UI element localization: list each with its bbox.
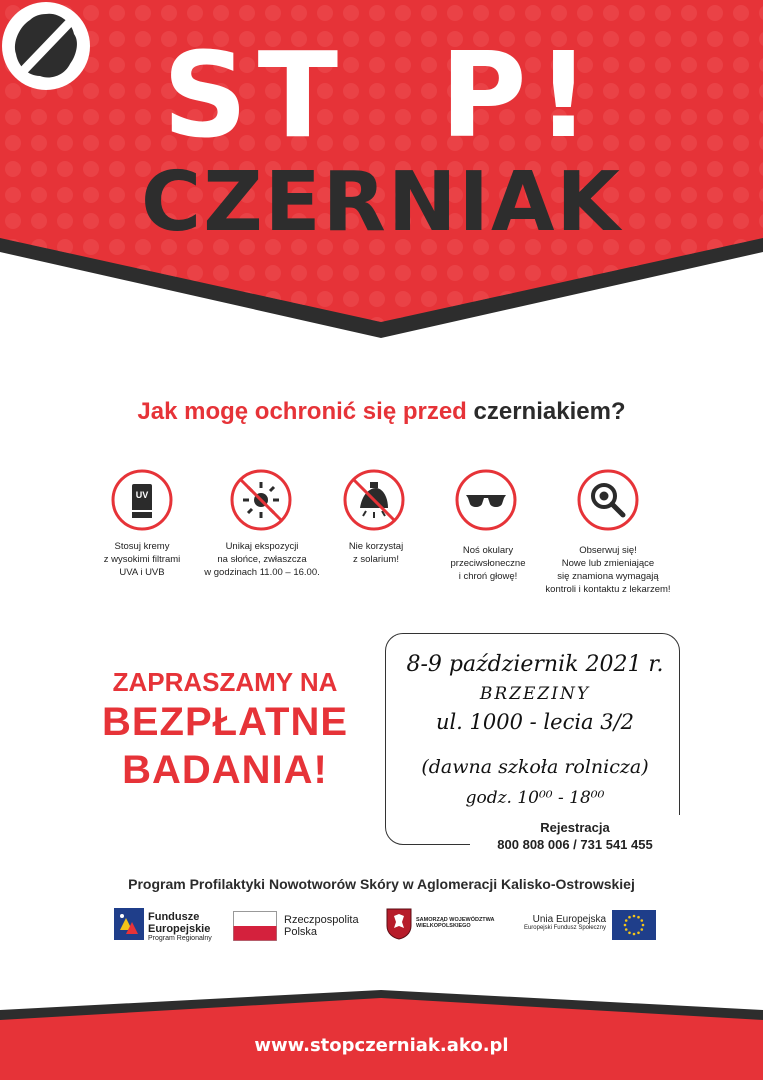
ue-line-2: Europejski Fundusz Społeczny [523, 925, 606, 931]
event-venue: (dawna szkoła rolnicza) [421, 756, 649, 778]
tip-line: Obserwuj się! [579, 545, 637, 556]
tip-line: i chroń głowę! [458, 571, 518, 582]
tip-line: przeciwsłoneczne [450, 558, 526, 569]
unia-europejska-text [506, 914, 606, 931]
program-title: Program Profilaktyki Nowotworów Skóry w Aglomeracji Kalisko-Ostrowskiej [128, 876, 635, 892]
fe-line-2: Europejskie [148, 923, 211, 935]
tip-observe-text [523, 544, 693, 596]
stop-right-text: P! [440, 26, 601, 164]
event-date: 8-9 październik 2021 r. [406, 652, 664, 677]
rp-line-2: Polska [284, 926, 318, 938]
tip-line: Stosuj kremy [114, 541, 170, 552]
invite-line-3: BADANIA! [122, 748, 328, 792]
fe-line-3: Program Regionalny [148, 935, 212, 942]
stop-heading [0, 26, 763, 164]
tip-line: z solarium! [353, 554, 399, 565]
registration-phone: 800 808 006 / 731 541 455 [497, 837, 653, 852]
event-hours: godz. 10⁰⁰ - 18⁰⁰ [465, 788, 605, 808]
tip-line: Noś okulary [462, 545, 514, 556]
event-street: ul. 1000 - lecia 3/2 [435, 710, 635, 734]
sw-line-1: SAMORZĄD WOJEWÓDZTWA [416, 917, 495, 923]
samorzad-text [416, 917, 495, 929]
registration-title: Rejestracja [540, 820, 610, 835]
invite-line-1: ZAPRASZAMY NA [112, 667, 338, 697]
eu-flag-icon [612, 910, 656, 940]
sunglasses-icon [454, 468, 518, 532]
tip-line: się znamiona wymagają [557, 571, 659, 582]
wielkopolska-coat-of-arms-icon [386, 908, 412, 940]
magnifier-icon [576, 468, 640, 532]
ue-line-1: Unia Europejska [532, 914, 606, 925]
fundusze-europejskie-text [148, 911, 212, 942]
header-banner [0, 0, 763, 345]
tip-line: w godzinach 11.00 – 16.00. [204, 567, 320, 578]
question-red-part: Jak mogę ochronić się przed [137, 398, 467, 425]
question-heading [0, 398, 763, 426]
fe-line-1: Fundusze [148, 911, 200, 923]
tip-line: Nowe lub zmieniające [561, 558, 655, 569]
tip-line: kontroli i kontaktu z lekarzem! [545, 584, 671, 595]
sw-line-2: WIELKOPOLSKIEGO [416, 923, 471, 929]
czerniak-heading: CZERNIAK [141, 155, 622, 250]
tip-line: na słońce, zwłaszcza [217, 554, 307, 565]
tip-line: z wysokimi filtrami [103, 554, 181, 565]
no-sun-icon [229, 468, 293, 532]
rp-line-1: Rzeczpospolita [284, 914, 359, 926]
tip-line: UVA i UVB [119, 567, 165, 578]
question-dark-part: czerniakiem? [473, 398, 626, 425]
invite-line-2: BEZPŁATNE [101, 700, 349, 744]
sunscreen-icon [110, 468, 174, 532]
sunscreen-uv-label: UV [135, 490, 149, 500]
no-solarium-icon [342, 468, 406, 532]
prohibited-mole-icon [0, 0, 92, 92]
website-url: www.stopczerniak.ako.pl [254, 1035, 509, 1056]
event-city: BRZEZINY [479, 684, 591, 704]
stop-left-text: ST [162, 26, 349, 164]
tip-line: Unikaj ekspozycji [225, 541, 299, 552]
tip-line: Nie korzystaj [348, 541, 404, 552]
rzeczpospolita-text [284, 914, 359, 938]
fundusze-europejskie-logo-icon [114, 908, 144, 940]
polish-flag-icon [233, 911, 277, 941]
